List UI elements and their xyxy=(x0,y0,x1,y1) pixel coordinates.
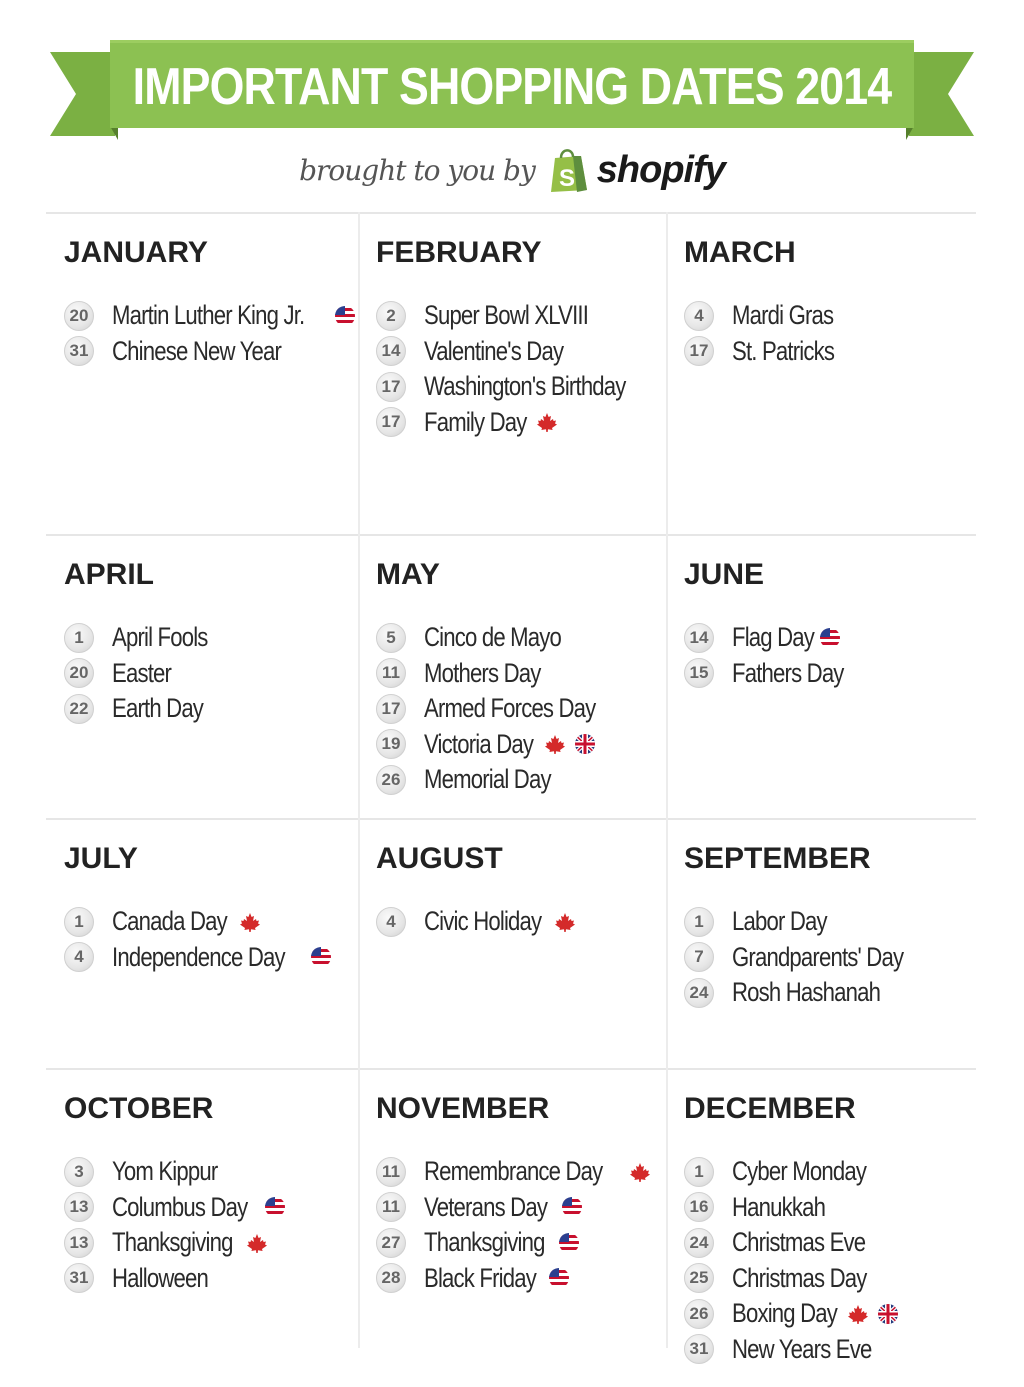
month-row xyxy=(46,818,976,1068)
day-badge: 26 xyxy=(376,765,406,795)
event-item xyxy=(376,1154,652,1190)
month-heading: MARCH xyxy=(684,236,796,269)
event-item xyxy=(684,298,857,334)
flag-group xyxy=(543,733,597,755)
month-cell-april xyxy=(46,534,358,818)
event-item xyxy=(376,369,670,405)
day-badge: 24 xyxy=(684,1228,714,1258)
day-badge: 13 xyxy=(64,1192,94,1222)
event-list xyxy=(376,904,577,940)
day-badge: 19 xyxy=(376,729,406,759)
month-cell-may xyxy=(358,534,666,818)
event-name: Chinese New Year xyxy=(112,335,282,366)
event-item xyxy=(684,1296,902,1332)
day-badge: 14 xyxy=(376,336,406,366)
event-name: New Years Eve xyxy=(732,1333,872,1364)
event-item xyxy=(64,334,357,370)
event-name: Black Friday xyxy=(424,1262,536,1293)
day-badge: 15 xyxy=(684,658,714,688)
event-name: Christmas Eve xyxy=(732,1227,866,1258)
event-name: April Fools xyxy=(112,622,208,653)
day-badge: 22 xyxy=(64,694,94,724)
flag-group xyxy=(547,1267,571,1289)
month-heading: JUNE xyxy=(684,558,765,591)
title-banner xyxy=(0,0,1024,150)
day-badge: 24 xyxy=(684,978,714,1008)
event-name: Halloween xyxy=(112,1262,209,1293)
event-item xyxy=(64,298,357,334)
month-heading: SEPTEMBER xyxy=(684,842,871,875)
svg-text:S: S xyxy=(558,165,575,192)
month-heading: APRIL xyxy=(64,558,154,591)
flag-group xyxy=(628,1161,652,1183)
event-item xyxy=(376,1261,652,1297)
event-item xyxy=(376,620,633,656)
usa-flag-icon xyxy=(309,946,333,968)
flag-group xyxy=(309,946,333,968)
month-cell-october xyxy=(46,1068,358,1348)
month-cell-march xyxy=(666,212,976,534)
event-name: Easter xyxy=(112,657,172,688)
event-name: Armed Forces Day xyxy=(424,693,596,724)
uk-flag-icon xyxy=(573,733,597,755)
event-name: Columbus Day xyxy=(112,1191,248,1222)
event-list xyxy=(64,904,333,975)
canada-flag-icon xyxy=(553,911,577,933)
byline xyxy=(0,140,1024,200)
event-name: Canada Day xyxy=(112,906,227,937)
event-item xyxy=(376,298,670,334)
event-name: Earth Day xyxy=(112,693,204,724)
day-badge: 16 xyxy=(684,1192,714,1222)
usa-flag-icon xyxy=(263,1196,287,1218)
event-item xyxy=(684,975,941,1011)
event-name: Yom Kippur xyxy=(112,1156,218,1187)
event-name: Fathers Day xyxy=(732,657,844,688)
flag-group xyxy=(557,1232,581,1254)
byline-text: brought to you by xyxy=(299,153,535,187)
day-badge: 14 xyxy=(684,623,714,653)
event-list xyxy=(684,620,868,691)
event-list xyxy=(376,620,633,798)
month-cell-december xyxy=(666,1068,976,1364)
day-badge: 31 xyxy=(64,336,94,366)
event-item xyxy=(376,727,633,763)
event-name: Remembrance Day xyxy=(424,1156,603,1187)
canada-flag-icon xyxy=(245,1232,269,1254)
usa-flag-icon xyxy=(557,1232,581,1254)
month-heading: JULY xyxy=(64,842,138,875)
day-badge: 25 xyxy=(684,1263,714,1293)
event-item xyxy=(684,1190,902,1226)
day-badge: 4 xyxy=(376,907,406,937)
canada-flag-icon xyxy=(846,1303,870,1325)
day-badge: 13 xyxy=(64,1228,94,1258)
event-name: Mothers Day xyxy=(424,657,541,688)
month-cell-february xyxy=(358,212,666,534)
event-item xyxy=(64,620,229,656)
event-name: Thanksgiving xyxy=(424,1227,545,1258)
event-item xyxy=(64,1190,287,1226)
event-name: Civic Holiday xyxy=(424,906,542,937)
month-heading: JANUARY xyxy=(64,236,208,269)
event-name: Flag Day xyxy=(732,622,815,653)
canada-flag-icon xyxy=(628,1161,652,1183)
day-badge: 26 xyxy=(684,1299,714,1329)
event-item xyxy=(376,762,633,798)
day-badge: 17 xyxy=(376,372,406,402)
event-name: Veterans Day xyxy=(424,1191,548,1222)
event-item xyxy=(64,1261,287,1297)
event-name: Victoria Day xyxy=(424,728,534,759)
usa-flag-icon xyxy=(818,627,842,649)
day-badge: 11 xyxy=(376,1192,406,1222)
month-cell-november xyxy=(358,1068,666,1348)
day-badge: 7 xyxy=(684,942,714,972)
event-name: Labor Day xyxy=(732,906,827,937)
uk-flag-icon xyxy=(876,1303,900,1325)
event-name: Christmas Day xyxy=(732,1262,867,1293)
day-badge: 17 xyxy=(376,694,406,724)
event-item xyxy=(684,940,941,976)
month-cell-june xyxy=(666,534,976,818)
flag-group xyxy=(245,1232,269,1254)
event-list xyxy=(64,620,229,727)
day-badge: 28 xyxy=(376,1263,406,1293)
event-item xyxy=(376,1225,652,1261)
day-badge: 1 xyxy=(64,623,94,653)
event-name: Thanksgiving xyxy=(112,1227,233,1258)
usa-flag-icon xyxy=(547,1267,571,1289)
event-list xyxy=(64,298,357,369)
event-name: Martin Luther King Jr. xyxy=(112,300,305,331)
month-row xyxy=(46,534,976,818)
day-badge: 4 xyxy=(684,301,714,331)
shopping-bag-icon xyxy=(547,146,591,194)
event-list xyxy=(376,1154,652,1296)
event-list xyxy=(684,904,941,1011)
day-badge: 17 xyxy=(376,407,406,437)
event-list xyxy=(684,1154,902,1367)
event-list xyxy=(684,298,857,369)
flag-group xyxy=(263,1196,287,1218)
event-item xyxy=(684,334,857,370)
event-name: Hanukkah xyxy=(732,1191,826,1222)
month-heading: OCTOBER xyxy=(64,1092,214,1125)
month-cell-august xyxy=(358,818,666,1068)
event-name: Grandparents' Day xyxy=(732,941,904,972)
event-item xyxy=(376,405,670,441)
event-name: Family Day xyxy=(424,406,527,437)
event-name: Memorial Day xyxy=(424,764,551,795)
day-badge: 20 xyxy=(64,301,94,331)
event-name: Super Bowl XLVIII xyxy=(424,300,589,331)
month-row xyxy=(46,1068,976,1364)
event-item xyxy=(64,1154,287,1190)
event-list xyxy=(376,298,670,440)
brand-name: shopify xyxy=(596,148,725,191)
day-badge: 27 xyxy=(376,1228,406,1258)
event-name: Mardi Gras xyxy=(732,300,834,331)
day-badge: 3 xyxy=(64,1157,94,1187)
day-badge: 17 xyxy=(684,336,714,366)
day-badge: 20 xyxy=(64,658,94,688)
day-badge: 31 xyxy=(684,1334,714,1364)
event-item xyxy=(684,1154,902,1190)
event-name: Washington's Birthday xyxy=(424,371,626,402)
page-title: IMPORTANT SHOPPING DATES 2014 xyxy=(132,58,892,116)
day-badge: 1 xyxy=(64,907,94,937)
flag-group xyxy=(846,1303,900,1325)
day-badge: 5 xyxy=(376,623,406,653)
day-badge: 1 xyxy=(684,907,714,937)
event-name: Independence Day xyxy=(112,941,285,972)
flag-group xyxy=(333,305,357,327)
event-name: Valentine's Day xyxy=(424,335,564,366)
event-item xyxy=(684,620,868,656)
flag-group xyxy=(238,911,262,933)
event-item xyxy=(376,334,670,370)
day-badge: 1 xyxy=(684,1157,714,1187)
day-badge: 2 xyxy=(376,301,406,331)
flag-group xyxy=(560,1196,584,1218)
event-item xyxy=(376,904,577,940)
event-item xyxy=(684,656,868,692)
month-heading: DECEMBER xyxy=(684,1092,856,1125)
event-name: Boxing Day xyxy=(732,1298,838,1329)
month-heading: MAY xyxy=(376,558,440,591)
event-item xyxy=(64,691,229,727)
event-item xyxy=(376,1190,652,1226)
event-list xyxy=(64,1154,287,1296)
event-item xyxy=(684,1332,902,1368)
event-item xyxy=(64,904,333,940)
shopify-logo xyxy=(547,146,725,194)
canada-flag-icon xyxy=(238,911,262,933)
event-item xyxy=(64,940,333,976)
month-heading: FEBRUARY xyxy=(376,236,542,269)
month-cell-september xyxy=(666,818,976,1068)
month-row xyxy=(46,212,976,534)
event-item xyxy=(684,1225,902,1261)
month-heading: NOVEMBER xyxy=(376,1092,550,1125)
month-cell-january xyxy=(46,212,358,534)
month-cell-july xyxy=(46,818,358,1068)
flag-group xyxy=(553,911,577,933)
canada-flag-icon xyxy=(535,411,559,433)
month-heading: AUGUST xyxy=(376,842,503,875)
flag-group xyxy=(535,411,559,433)
day-badge: 11 xyxy=(376,658,406,688)
event-name: Cyber Monday xyxy=(732,1156,867,1187)
event-item xyxy=(684,1261,902,1297)
day-badge: 11 xyxy=(376,1157,406,1187)
usa-flag-icon xyxy=(560,1196,584,1218)
canada-flag-icon xyxy=(543,733,567,755)
event-name: Cinco de Mayo xyxy=(424,622,562,653)
event-item xyxy=(376,656,633,692)
event-item xyxy=(684,904,941,940)
event-name: St. Patricks xyxy=(732,335,835,366)
day-badge: 31 xyxy=(64,1263,94,1293)
flag-group xyxy=(818,627,842,649)
usa-flag-icon xyxy=(333,305,357,327)
event-item xyxy=(376,691,633,727)
day-badge: 4 xyxy=(64,942,94,972)
event-item xyxy=(64,1225,287,1261)
event-name: Rosh Hashanah xyxy=(732,977,881,1008)
event-item xyxy=(64,656,229,692)
